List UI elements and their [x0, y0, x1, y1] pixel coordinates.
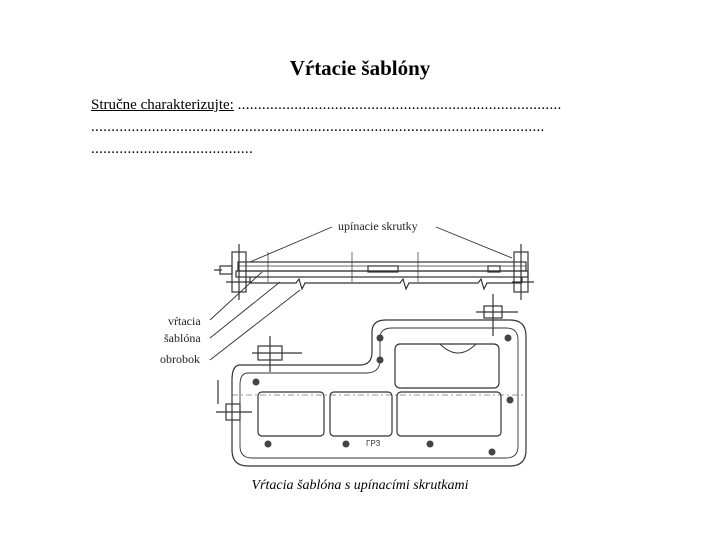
question-block — [91, 94, 643, 160]
figure-caption: Vŕtacia šablóna s upínacími skrutkami — [251, 478, 469, 493]
screw-right-icon — [512, 244, 534, 300]
label-workpiece: obrobok — [160, 352, 200, 366]
clamp-screw-left-icon — [252, 336, 302, 372]
clamp-screw-side-icon — [216, 380, 252, 420]
label-drill-template-1: vŕtacia — [168, 314, 201, 328]
plan-view — [216, 294, 526, 466]
window-2 — [258, 392, 324, 436]
label-drill-template-2: šablóna — [164, 331, 201, 345]
window-3 — [330, 392, 392, 436]
question-line-1 — [91, 94, 643, 116]
label-clamping-screws: upínacie skrutky — [338, 219, 418, 233]
answer-dots-3: ........................................ — [91, 141, 253, 157]
window-4 — [397, 392, 501, 436]
page-title: Vŕtacie šablóny — [289, 56, 431, 80]
question-label: Stručne charakterizujte: — [91, 97, 234, 113]
window-1 — [395, 344, 499, 388]
answer-dots-1: ................................................................................ — [237, 97, 562, 113]
drill-jig-drawing — [150, 205, 550, 475]
leader-lines — [210, 227, 512, 360]
screw-left-icon — [214, 244, 252, 300]
stamp-text: ГРЗ — [366, 439, 381, 448]
clamp-screw-top-icon — [476, 294, 518, 336]
answer-dots-2: ................................................................................................................ — [91, 119, 545, 135]
